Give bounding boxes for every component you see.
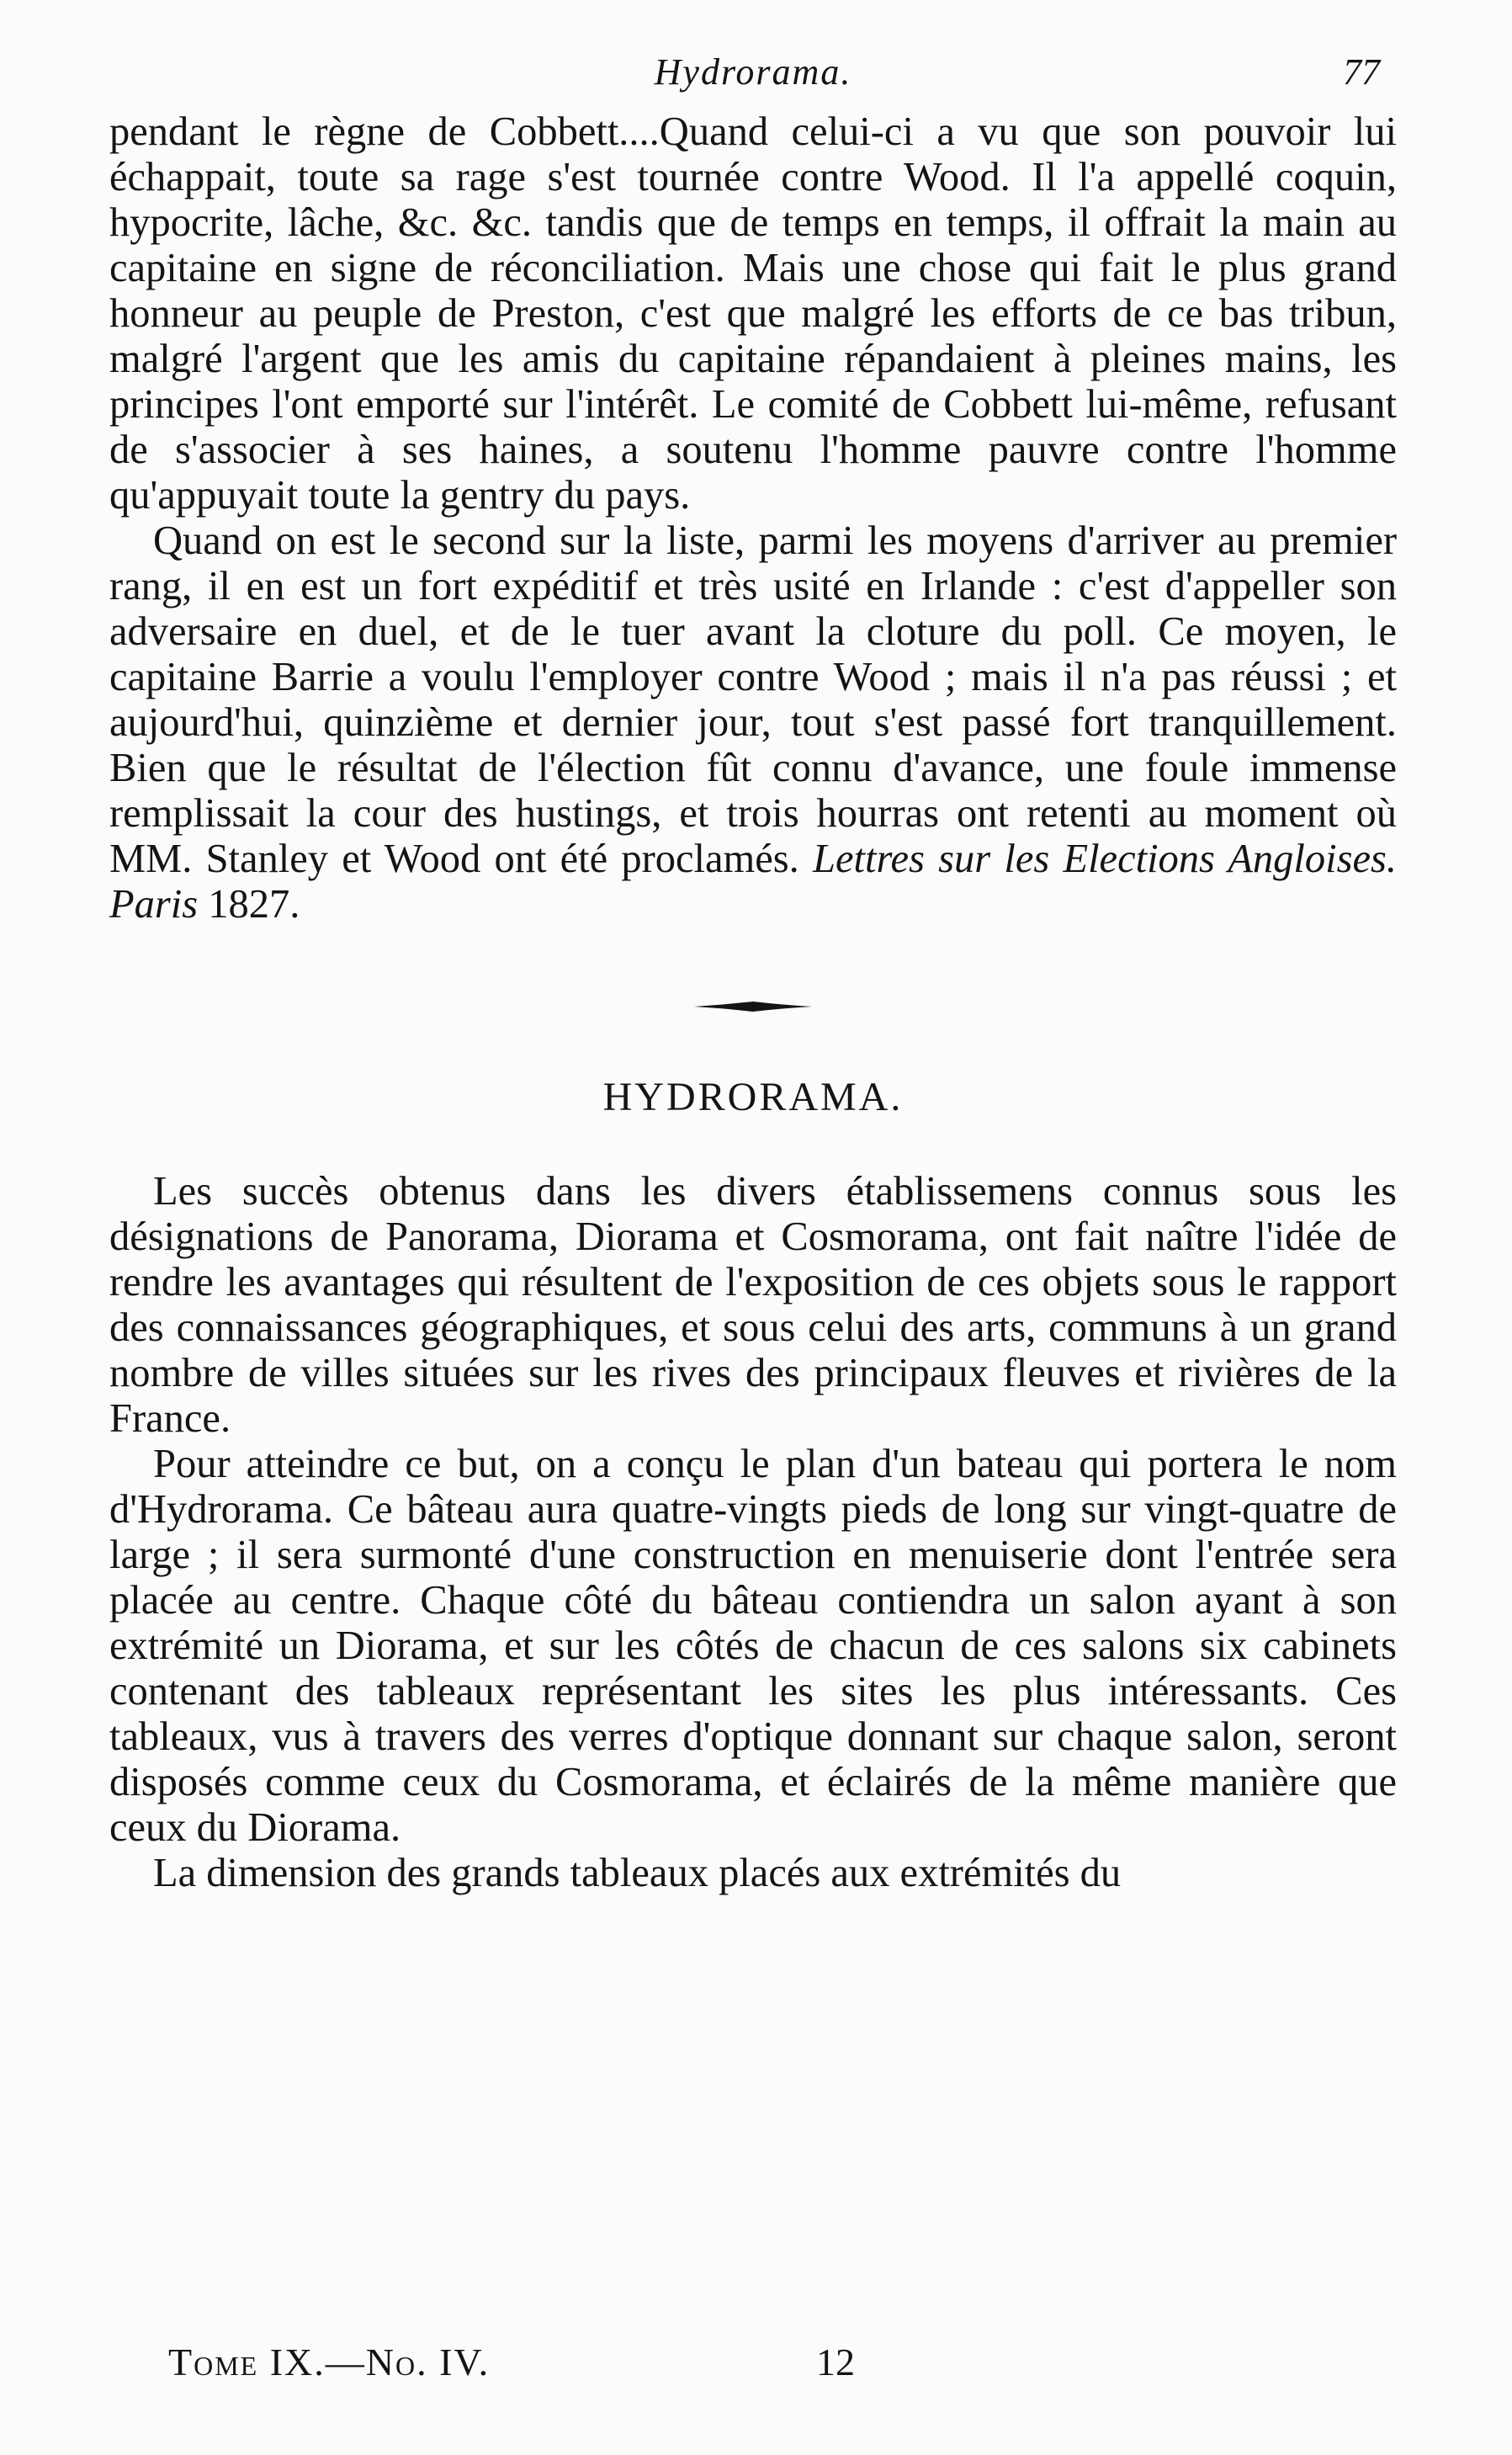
volume-signature: Tome IX.—No. IV. <box>168 2341 491 2383</box>
book-page <box>109 50 1397 2407</box>
running-head-title: Hydrorama. <box>654 51 852 93</box>
section-separator <box>694 998 812 1015</box>
paragraph-cobbett: pendant le règne de Cobbett....Quand celui-ci a vu que son pouvoir lui échappait, toute sa rage s'est tournée contre Wood. Il l'a appellé coquin, hypocrite, lâche, &c. &c. tandis que de temps en temps, il offrait la main au capitaine en signe de réconciliation. Mais une chose qui fait le plus grand honneur au peuple de Preston, c'est que malgré les efforts de ce bas tribun, malgré l'argent que les amis du capitaine répandaient à pleines mains, les principes l'ont emporté sur l'intérêt. Le comité de Cobbett lui-même, refusant de s'associer à ses haines, a soutenu l'homme pauvre contre l'homme qu'appuyait toute la gentry du pays. <box>109 109 1397 518</box>
section-title: HYDRORAMA. <box>602 1075 904 1119</box>
paragraph-plan: Pour atteindre ce but, on a conçu le plan d'un bateau qui portera le nom d'Hydrorama. Ce bâteau aura quatre-vingts pieds de long sur vingt-quatre de large ; il sera surmonté d'une construction en menuiserie dont l'entrée sera placée au centre. Chaque côté du bâteau contiendra un salon ayant à son extrémité un Diorama, et sur les côtés de chacun de ces salons six cabinets contenant des tableaux représentant les sites les plus intéressants. Ces tableaux, vus à travers des verres d'optique donnant sur chaque salon, seront disposés comme ceux du Cosmorama, et éclairés de la même manière que ceux du Diorama. <box>109 1442 1397 1850</box>
paragraph-intro: Les succès obtenus dans les divers établissemens connus sous les désignations de Panorama, Diorama et Cosmorama, ont fait naître l'idée de rendre les avantages qui résultent de l'exposition de ces objets sous le rapport des connaissances géographiques, et sous celui des arts, communs à un grand nombre de villes situées sur les rives des principaux fleuves et rivières de la France. <box>109 1169 1397 1441</box>
page-footer <box>109 2340 1397 2390</box>
paragraph-dimension: La dimension des grands tableaux placés aux extrémités du <box>153 1851 1122 1895</box>
paragraph-duel-text: Quand on est le second sur la liste, parmi les moyens d'arriver au premier rang, il en est un fort expéditif et très usité en Irlande : c'est d'appeller son adversaire en duel, et de le tuer avant la cloture du poll. Ce moyen, le capitaine Barrie a voulu l'employer contre Wood ; mais il n'a pas réussi ; et aujourd'hui, quinzième et dernier jour, tout s'est passé fort tranquillement. Bien que le résultat de l'élection fût connu d'avance, une foule immense remplissait la cour des hustings, et trois hourras ont retenti au moment où MM. Stanley et Wood ont été proclamés. <box>109 518 1397 881</box>
paragraph-duel <box>109 518 1397 927</box>
source-year: 1827. <box>208 882 300 927</box>
source-citation: Lettres sur les Elections Angloises. Paris <box>109 837 1397 927</box>
running-head <box>109 50 1397 109</box>
page-number: 77 <box>1343 51 1380 93</box>
sheet-number: 12 <box>816 2341 855 2383</box>
